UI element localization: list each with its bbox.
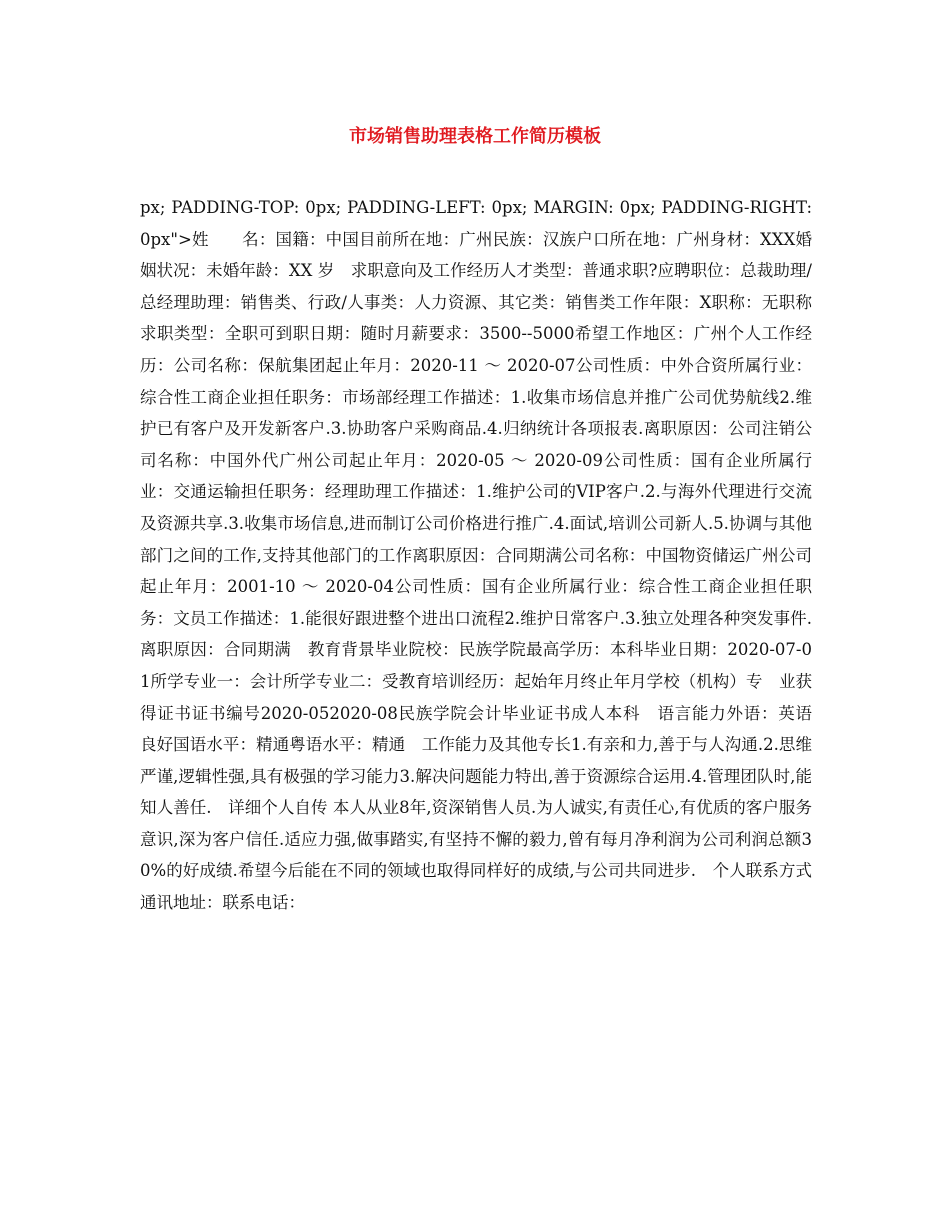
document-body: px; PADDING-TOP: 0px; PADDING-LEFT: 0px; MARGIN: 0px; PADDING-RIGHT: 0px">姓 名：国籍：中国目前所在地：广州民族：汉族户口所在地：广州身材：XXX婚姻状况：未婚年龄：XX 岁 求职意向及工作经历人才类型：普通求职?应聘职位：总裁助理/总经理助理：销售类、行政/人事类：人力资源、其它类：销售类工作年限：X职称：无职称求职类型：全职可到职日期：随时月薪要求：3500--5000希望工作地区：广州个人工作经历：公司名称：保航集团起止年月：2020-11 ～ 2020-07公司性质：中外合资所属行业：综合性工商企业担任职务：市场部经理工作描述：1.收集市场信息并推广公司优势航线2.维护已有客户及开发新客户.3.协助客户采购商品.4.归纳统计各项报表.离职原因：公司注销公司名称：中国外代广州公司起止年月：2020-05 ～ 2020-09公司性质：国有企业所属行业：交通运输担任职务：经理助理工作描述：1.维护公司的VIP客户.2.与海外代理进行交流及资源共享.3.收集市场信息,进而制订公司价格进行推广.4.面试,培训公司新人.5.协调与其他部门之间的工作,支持其他部门的工作离职原因：合同期满公司名称：中国物资储运广州公司起止年月：2001-10 ～ 2020-04公司性质：国有企业所属行业：综合性工商企业担任职务：文员工作描述：1.能很好跟进整个进出口流程2.维护日常客户.3.独立处理各种突发事件.离职原因：合同期满 教育背景毕业院校：民族学院最高学历：本科毕业日期：2020-07-01所学专业一：会计所学专业二：受教育培训经历：起始年月终止年月学校（机构）专 业获得证书证书编号2020-052020-08民族学院会计毕业证书成人本科 语言能力外语：英语 良好国语水平：精通粤语水平：精通 工作能力及其他专长1.有亲和力,善于与人沟通.2.思维严谨,逻辑性强,具有极强的学习能力3.解决问题能力特出,善于资源综合运用.4.管理团队时,能知人善任. 详细个人自传 本人从业8年,资深销售人员.为人诚实,有责任心,有优质的客户服务意识,深为客户信任.适应力强,做事踏实,有坚持不懈的毅力,曾有每月净利润为公司利润总额30%的好成绩.希望今后能在不同的领域也取得同样好的成绩,与公司共同进步. 个人联系方式通讯地址：联系电话： bbox=[140, 198, 829, 913]
document-title: 市场销售助理表格工作简历模板 bbox=[349, 126, 601, 147]
